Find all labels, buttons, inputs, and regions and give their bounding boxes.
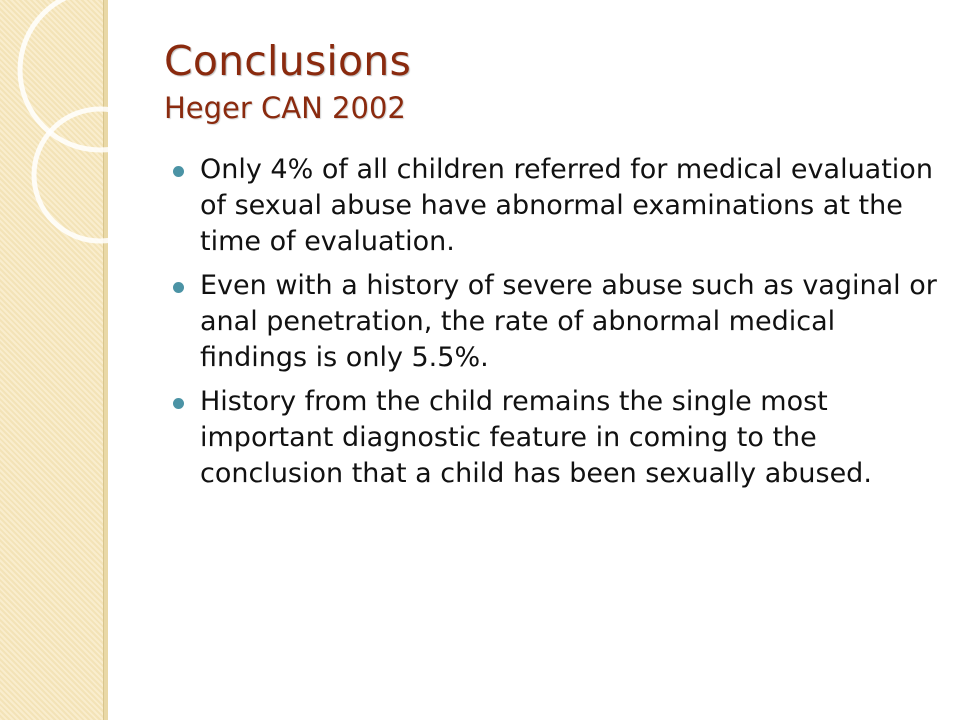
- bullet-item: [170, 384, 940, 492]
- bullet-list: [170, 152, 940, 500]
- bullet-item: [170, 268, 940, 376]
- bullet-item: [170, 152, 940, 260]
- decorative-ring-inner: [34, 109, 140, 241]
- bullet-dot-icon: [173, 166, 184, 177]
- title-block: [164, 38, 411, 126]
- decorative-ring-outer: [20, 0, 140, 150]
- bullet-text: Only 4% of all children referred for medical evaluation of sexual abuse have abnormal examinations at the time of evaluation.: [200, 154, 933, 257]
- slide-title: Conclusions: [164, 37, 411, 85]
- bullet-dot-icon: [173, 398, 184, 409]
- bullet-text: History from the child remains the single most important diagnostic feature in coming to the conclusion that a child has been sexually abused.: [200, 386, 872, 489]
- bullet-dot-icon: [173, 282, 184, 293]
- decorative-rings: [0, 0, 140, 260]
- slide-subtitle: Heger CAN 2002: [164, 91, 406, 126]
- bullet-text: Even with a history of severe abuse such as vaginal or anal penetration, the rate of abnormal medical findings is only 5.5%.: [200, 270, 937, 373]
